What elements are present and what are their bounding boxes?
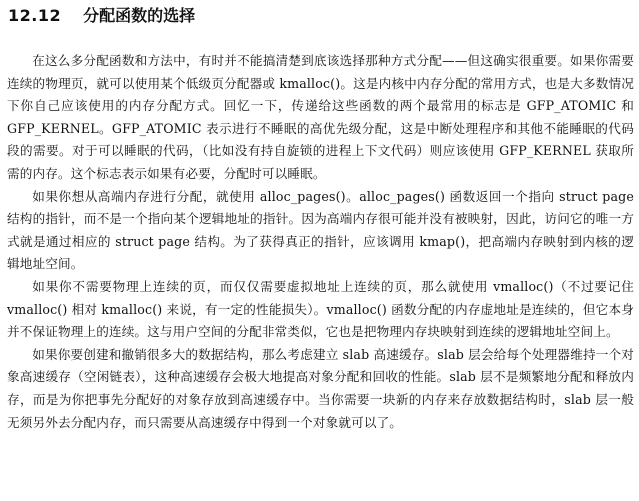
section-heading bbox=[8, 6, 195, 26]
section-title: 分配函数的选择 bbox=[83, 6, 196, 25]
section-number: 12.12 bbox=[8, 6, 62, 25]
paragraph-allocation-choice: 在这么多分配函数和方法中，有时并不能搞清楚到底该选择那种方式分配——但这确实很重要。如果你需要连续的物理页，就可以使用某个低级页分配器或 kmalloc()。这是内核中内存分配的常用方式，也是大多数情况下你自己应该使用的内存分配方式。回忆一下，传递给这些函数的两个最常用的标志是 GFP_ATOMIC 和 GFP_KERNEL。GFP_ATOMIC 表示进行不睡眠的高优先级分配，这是中断处理程序和其他不能睡眠的代码段的需要。对于可以睡眠的代码，（比如没有持自旋锁的进程上下文代码）则应该使用 GFP_KERNEL 获取所需的内存。这个标志表示如果有必要，分配时可以睡眠。 bbox=[7, 53, 634, 181]
paragraph-slab-cache: 如果你要创建和撤销很多大的数据结构，那么考虑建立 slab 高速缓存。slab 层会给每个处理器维持一个对象高速缓存（空闲链表），这种高速缓存会极大地提高对象分配和回收的性能。slab 层不是频繁地分配和释放内存，而是为你把事先分配好的对象存放到高速缓存中。当你需要一块新的内存来存放数据结构时，slab 层一般无须另外去分配内存，而只需要从高速缓存中得到一个对象就可以了。 bbox=[7, 346, 634, 430]
body-text bbox=[7, 50, 634, 434]
paragraph-vmalloc: 如果你不需要物理上连续的页，而仅仅需要虚拟地址上连续的页，那么就使用 vmalloc()（不过要记住 vmalloc() 相对 kmalloc() 来说，有一定的性能损失）。vmalloc() 函数分配的内存虚地址是连续的，但它本身并不保证物理上的连续。这与用户空间的分配非常类似，它也是把物理内存块映射到连续的逻辑地址空间上。 bbox=[7, 278, 634, 340]
paragraph-high-memory: 如果你想从高端内存进行分配，就使用 alloc_pages()。alloc_pages() 函数返回一个指向 struct page 结构的指针，而不是一个指向某个逻辑地址的指针。因为高端内存很可能并没有被映射，因此，访问它的唯一方式就是通过相应的 struct page 结构。为了获得真正的指针，应该调用 kmap()，把高端内存映射到内核的逻辑地址空间。 bbox=[7, 188, 634, 272]
